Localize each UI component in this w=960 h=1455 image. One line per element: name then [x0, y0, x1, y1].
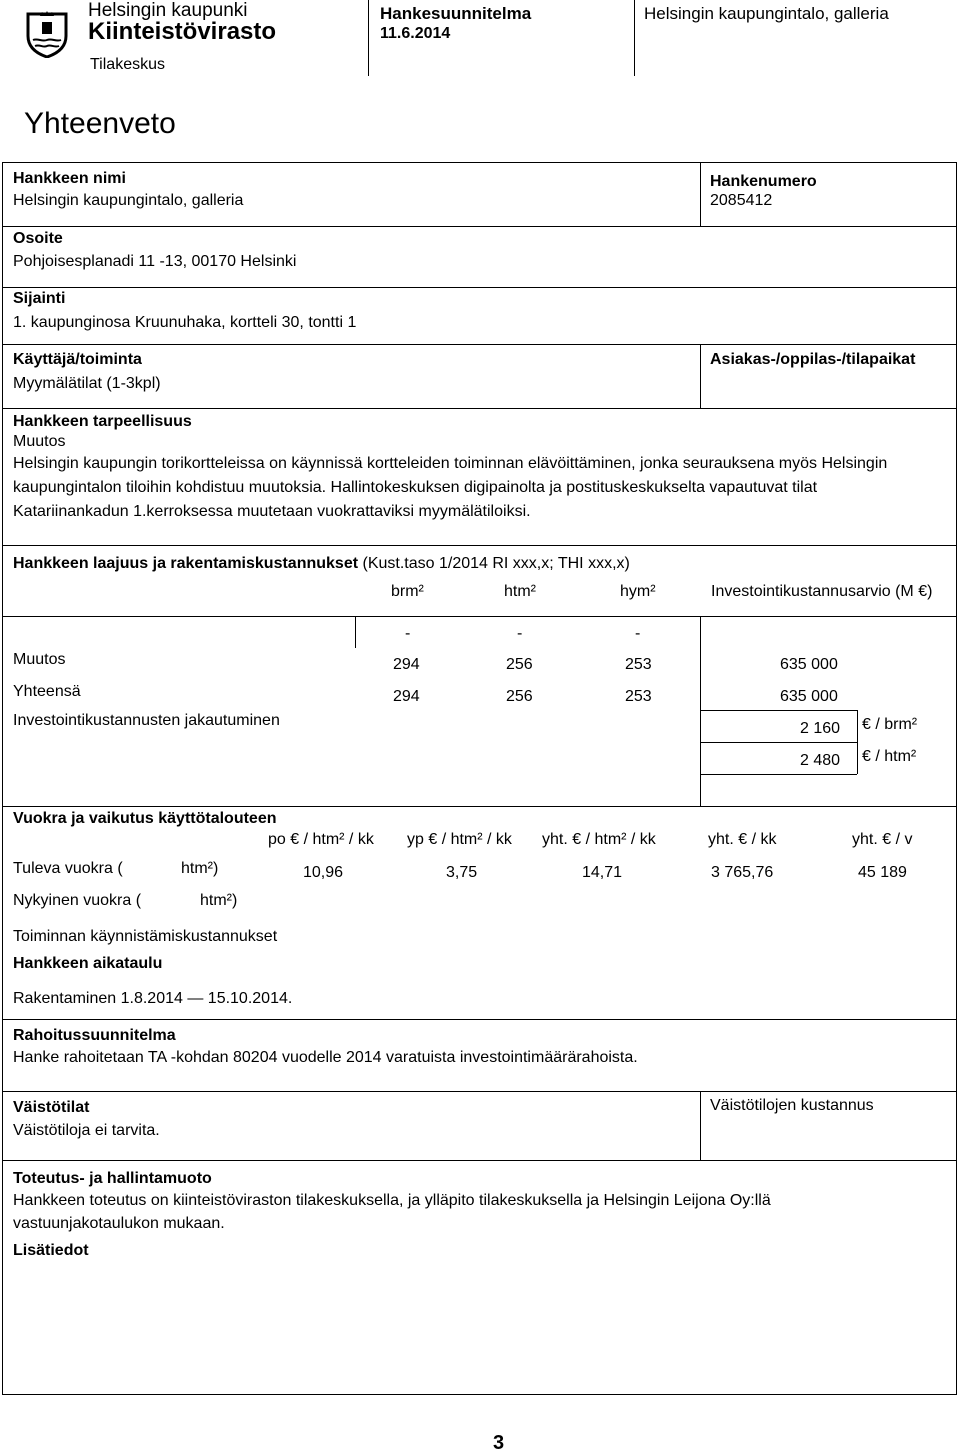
rent-col-total-month: yht. € / kk [708, 831, 777, 848]
user-label: Käyttäjä/toiminta [13, 351, 142, 368]
funding-text: Hanke rahoitetaan TA -kohdan 80204 vuodelle 2014 varatuista investointimäärärahoista. [13, 1049, 638, 1066]
scope-heading [13, 555, 630, 573]
doc-type: Hankesuunnitelma [380, 4, 532, 23]
col-brm: brm² [391, 583, 424, 600]
row-muutos-hym: 253 [625, 656, 652, 673]
row-total-brm: 294 [393, 688, 420, 705]
rent-col-total-year: yht. € / v [852, 831, 913, 848]
page-number: 3 [493, 1432, 505, 1454]
extra-info-label: Lisätiedot [13, 1242, 89, 1259]
cost-per-htm-unit: € / htm² [862, 748, 917, 765]
page-title: Yhteenveto [24, 107, 176, 140]
future-rent-yp: 3,75 [446, 864, 478, 881]
project-name-label: Hankkeen nimi [13, 170, 126, 187]
summary-frame [2, 162, 957, 1395]
need-line-2: kaupungintalon tiloihin kohdistuu muutoksia. Hallintokeskuksen digipainolta ja postituskeskukselta vapautuvat tilat [13, 479, 818, 496]
future-rent-po: 10,96 [303, 864, 344, 881]
header-project-title: Helsingin kaupungintalo, galleria [644, 4, 889, 23]
current-rent-label: Nykyinen vuokra ( [13, 892, 142, 909]
doc-date: 11.6.2014 [380, 25, 451, 42]
col-investment-cost: Investointikustannusarvio (M €) [711, 583, 933, 600]
org-name: Helsingin kaupunki [88, 0, 248, 21]
col-hym: hym² [620, 583, 656, 600]
address-label: Osoite [13, 230, 63, 247]
office-name: Kiinteistövirasto [88, 18, 277, 45]
dash-htm: - [517, 625, 523, 642]
row-total-label: Yhteensä [13, 683, 81, 700]
evac-text: Väistötiloja ei tarvita. [13, 1122, 160, 1139]
cost-per-htm: 2 480 [800, 752, 841, 769]
address: Pohjoisesplanadi 11 -13, 00170 Helsinki [13, 253, 297, 270]
col-htm: htm² [504, 583, 536, 600]
location-label: Sijainti [13, 290, 66, 307]
implementation-line-1: Hankkeen toteutus on kiinteistöviraston tilakeskuksella, ja ylläpito tilakeskuksella ja Helsingin Leijona Oy:llä [13, 1192, 771, 1209]
places-label: Asiakas-/oppilas-/tilapaikat [710, 351, 916, 368]
rent-col-yp: yp € / htm² / kk [407, 831, 512, 848]
current-rent-unit: htm²) [200, 892, 238, 909]
department: Tilakeskus [90, 56, 165, 73]
logo-crest-icon [22, 8, 72, 58]
row-muutos-htm: 256 [506, 656, 533, 673]
location: 1. kaupunginosa Kruunuhaka, kortteli 30, tontti 1 [13, 314, 357, 331]
row-muutos-brm: 294 [393, 656, 420, 673]
scope-cost-level: (Kust.taso 1/2014 RI xxx,x; THI xxx,x) [362, 555, 630, 572]
startup-costs-label: Toiminnan käynnistämiskustannukset [13, 928, 278, 945]
project-number-label: Hankenumero [710, 173, 817, 190]
future-rent-total-htm: 14,71 [582, 864, 623, 881]
need-line-3: Katariinankadun 1.kerroksessa muutetaan vuokrattaviksi myymälätiloiksi. [13, 503, 531, 520]
dash-hym: - [635, 625, 641, 642]
scope-label: Hankkeen laajuus ja rakentamiskustannukset [13, 555, 359, 572]
implementation-line-2: vastuunjakotaulukon mukaan. [13, 1215, 225, 1232]
user-activity: Myymälätilat (1-3kpl) [13, 375, 161, 392]
row-total-htm: 256 [506, 688, 533, 705]
evac-label: Väistötilat [13, 1099, 90, 1116]
future-rent-unit: htm²) [181, 860, 219, 877]
rent-label: Vuokra ja vaikutus käyttötalouteen [13, 810, 277, 827]
future-rent-total-year: 45 189 [858, 864, 907, 881]
project-number: 2085412 [710, 192, 773, 209]
rent-col-total-htm: yht. € / htm² / kk [542, 831, 656, 848]
cost-per-brm: 2 160 [800, 720, 841, 737]
cost-per-brm-unit: € / brm² [862, 716, 918, 733]
row-muutos-cost: 635 000 [780, 656, 838, 673]
need-line-1: Helsingin kaupungin torikortteleissa on käynnissä kortteleiden toiminnan elävöittäminen, jonka seurauksena myös Helsingin [13, 455, 888, 472]
row-muutos-label: Muutos [13, 651, 66, 668]
schedule-text: Rakentaminen 1.8.2014 — 15.10.2014. [13, 990, 293, 1007]
future-rent-label: Tuleva vuokra ( [13, 860, 123, 877]
distribution-label: Investointikustannusten jakautuminen [13, 712, 280, 729]
schedule-label: Hankkeen aikataulu [13, 955, 163, 972]
row-total-hym: 253 [625, 688, 652, 705]
project-name: Helsingin kaupungintalo, galleria [13, 192, 244, 209]
row-total-cost: 635 000 [780, 688, 838, 705]
rent-col-po: po € / htm² / kk [268, 831, 374, 848]
funding-label: Rahoitussuunnitelma [13, 1027, 176, 1044]
implementation-label: Toteutus- ja hallintamuoto [13, 1170, 212, 1187]
need-type: Muutos [13, 433, 66, 450]
dash-brm: - [405, 625, 411, 642]
need-label: Hankkeen tarpeellisuus [13, 413, 192, 430]
evac-cost-label: Väistötilojen kustannus [710, 1097, 874, 1114]
future-rent-total-month: 3 765,76 [711, 864, 774, 881]
